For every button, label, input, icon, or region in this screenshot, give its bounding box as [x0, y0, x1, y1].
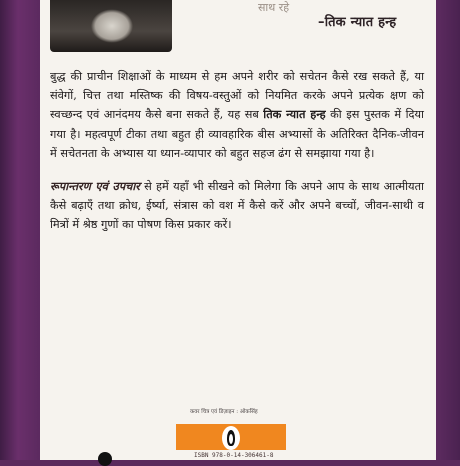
- blurb-p1-end: की इस पुस्तक में दिया गया है। महत्वपूर्ण टीका तथा बहुत ही व्यावहारिक बीस अभ्यासों के अतिरिक्त दैनिक-जीवन में सचेतनता के अभ्यास या ध्यान-व्यापार को बहुत सहज ढंग से समझाया गया है।: [50, 108, 424, 160]
- cover-credit-text: कवर चित्र एवं डिज़ाइन : ओकसिंह: [190, 409, 258, 415]
- blurb-paragraph-2: [50, 177, 424, 235]
- book-title-inline: रूपान्तरण एवं उपचार: [50, 179, 140, 194]
- cover-spine-left: [0, 0, 40, 460]
- blurb-p2-end: से हमें यहाँ भी सीखने को मिलेगा कि अपने आप के साथ आत्मीयता कैसे बढ़ाएँ तथा क्रोध, ईर्ष्या, संत्रास को वश में कैसे करें और अपने बच्चों, जीवन-साथी व मित्रों में श्रेष्ठ गुणों का पोषण किस प्रकार करें।: [50, 180, 424, 232]
- blurb-p1-start: बुद्ध की प्राचीन शिक्षाओं के माध्यम से हम अपने शरीर को सचेतन कैसे रख सकते हैं, या संवेगों, चित्त तथा मस्तिष्क की विषय-वस्तुओं को नियमित करके अपने प्रत्येक क्षण को स्वच्छन्द एवं आनंदमय कैसे बना सकते हैं, यह सब: [50, 70, 424, 122]
- quote-tail-text: साथ रहे: [258, 1, 290, 14]
- blurb-text: [50, 67, 424, 249]
- bottom-mark-icon: [98, 452, 112, 466]
- author-signature: –तिक न्यात हन्ह: [318, 15, 397, 30]
- blurb-paragraph-1: [50, 67, 424, 163]
- penguin-belly-shape: [229, 434, 233, 444]
- author-photo: [50, 0, 172, 52]
- author-name-inline: तिक न्यात हन्ह: [263, 107, 326, 122]
- cover-spine-right: [436, 0, 460, 460]
- isbn-text: ISBN 978-0-14-306461-8: [194, 452, 274, 459]
